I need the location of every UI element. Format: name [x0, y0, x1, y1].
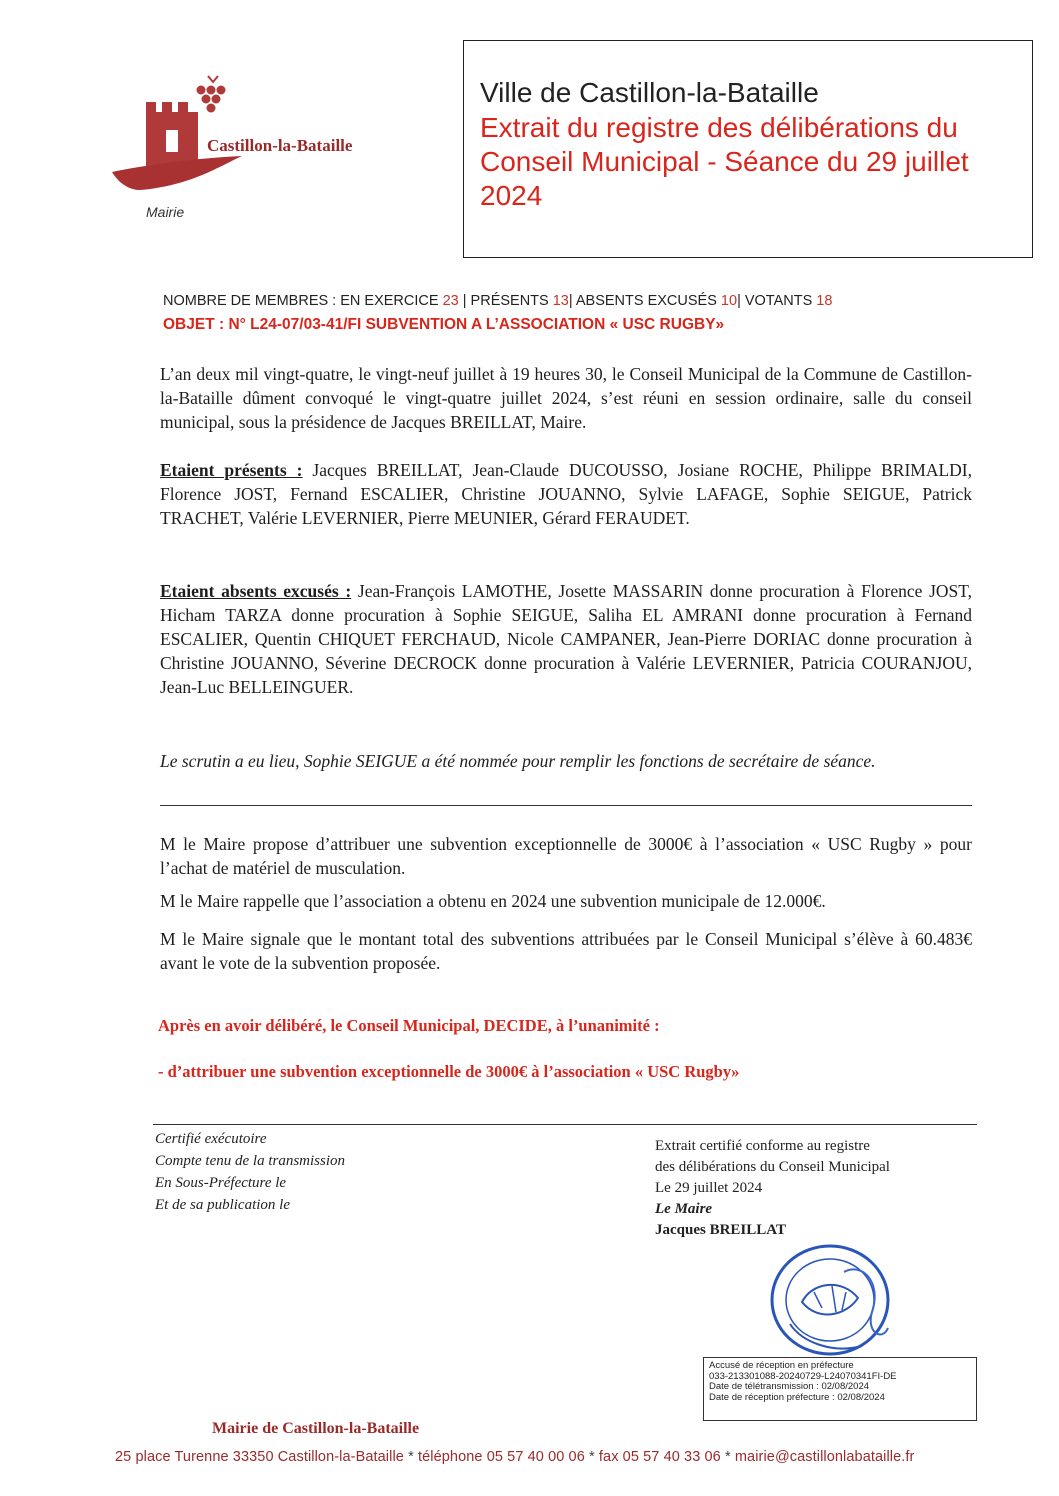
- extrait-role: Le Maire: [655, 1201, 713, 1217]
- presents-paragraph: [160, 458, 972, 530]
- decision-header: Après en avoir délibéré, le Conseil Municipal, DECIDE, à l’unanimité :: [158, 1016, 660, 1035]
- proposition-paragraph: M le Maire signale que le montant total des subventions attribuées par le Conseil Municipal s’élève à 60.483€ avant le vote de la subvention proposée.: [160, 929, 972, 973]
- footer-phone: téléphone 05 57 40 00 06: [417, 1449, 585, 1465]
- absents-list: Jean-François LAMOTHE, Josette MASSARIN donne procuration à Florence JOST, Hicham TARZA donne procuration à Sophie SEIGUE, Saliha EL AMRANI donne procuration à Fernand ESCALIER, Quentin CHIQUET FERCHAUD, Nicole CAMPANER, Jean-Pierre DORIAC donne procuration à Christine JOUANNO, Séverine DECROCK donne procuration à Valérie LEVERNIER, Patricia COURANJOU, Jean-Luc BELLEINGUER.: [160, 581, 973, 697]
- extrait-block: [655, 1136, 890, 1241]
- extrait-line: des délibérations du Conseil Municipal: [655, 1159, 890, 1175]
- prefecture-receipt: [703, 1357, 977, 1421]
- certification-line: En Sous-Préfecture le: [155, 1175, 287, 1191]
- intro-paragraph: L’an deux mil vingt-quatre, le vingt-neuf juillet à 19 heures 30, le Conseil Municipal de la Commune de Castillon-la-Bataille dûment convoqué le vingt-quatre juillet 2024, s’est réuni en session ordinaire, salle du conseil municipal, sous la présidence de Jacques BREILLAT, Maire.: [160, 364, 972, 432]
- certification-line: Compte tenu de la transmission: [155, 1153, 345, 1169]
- logo-subtitle: Mairie: [146, 204, 185, 220]
- logo-name: Castillon-la-Bataille: [207, 136, 353, 155]
- title-box: [463, 40, 1033, 258]
- decision-item: - d’attribuer une subvention exceptionnelle de 3000€ à l’association « USC Rugby»: [158, 1062, 740, 1081]
- members-prefix: NOMBRE DE MEMBRES : EN EXERCICE: [163, 293, 439, 309]
- footer-fax: fax 05 57 40 33 06: [598, 1449, 721, 1465]
- extrait-line: Extrait certifié conforme au registre: [655, 1138, 870, 1154]
- footer-address: [115, 1449, 914, 1465]
- divider: [160, 805, 972, 806]
- title-register: [480, 111, 1032, 213]
- members-absents-label: | ABSENTS EXCUSÉS: [568, 293, 717, 309]
- members-votants-label: | VOTANTS: [737, 293, 813, 309]
- footer-email[interactable]: mairie@castillonlabataille.fr: [734, 1449, 915, 1465]
- extrait-signatory: Jacques BREILLAT: [655, 1222, 787, 1238]
- members-votants: 18: [816, 293, 833, 309]
- scrutin-paragraph: Le scrutin a eu lieu, Sophie SEIGUE a été nommée pour remplir les fonctions de secrétaire de séance.: [160, 751, 876, 771]
- title-register-line: 2024: [480, 180, 543, 211]
- presents-label: Etaient présents :: [160, 460, 303, 480]
- mairie-seal-stamp: [762, 1242, 902, 1367]
- receipt-line: Accusé de réception en préfecture: [709, 1360, 854, 1371]
- presents-list: Jacques BREILLAT, Jean-Claude DUCOUSSO, Josiane ROCHE, Philippe BRIMALDI, Florence JOST, Fernand ESCALIER, Christine JOUANNO, Sylvie LAFAGE, Sophie SEIGUE, Patrick TRACHET, Valérie LEVERNIER, Pierre MEUNIER, Gérard FERAUDET.: [160, 460, 973, 528]
- absents-label: Etaient absents excusés :: [160, 581, 352, 601]
- extrait-date: Le 29 juillet 2024: [655, 1180, 763, 1196]
- certification-line: Certifié exécutoire: [155, 1131, 267, 1147]
- footer-separator: *: [408, 1449, 414, 1465]
- title-town: Ville de Castillon-la-Bataille: [480, 77, 819, 108]
- members-en-exercice: 23: [442, 293, 459, 309]
- proposition-paragraph: M le Maire rappelle que l’association a obtenu en 2024 une subvention municipale de 12.000€.: [160, 891, 826, 911]
- footer-separator: *: [589, 1449, 595, 1465]
- receipt-line: Date de réception préfecture : 02/08/2024: [709, 1391, 885, 1403]
- receipt-line: 033-213301088-20240729-L24070341FI-DE: [709, 1370, 897, 1382]
- title-register-line: Conseil Municipal - Séance du 29 juillet: [480, 146, 969, 177]
- certification-block: [155, 1128, 345, 1216]
- title-register-line: Extrait du registre des délibérations du: [480, 112, 958, 143]
- proposition-paragraph: M le Maire propose d’attribuer une subvention exceptionnelle de 3000€ à l’association « USC Rugby » pour l’achat de matériel de musculation.: [160, 834, 972, 878]
- divider: [153, 1124, 977, 1125]
- members-absents: 10: [720, 293, 738, 309]
- members-presents: 13: [552, 293, 569, 309]
- receipt-line: Date de télétransmission : 02/08/2024: [709, 1381, 870, 1392]
- certification-line: Et de sa publication le: [155, 1197, 290, 1213]
- objet-line: OBJET : N° L24-07/03-41/FI SUBVENTION A L’ASSOCIATION « USC RUGBY»: [163, 316, 725, 333]
- absents-paragraph: [160, 579, 972, 699]
- members-count: [163, 293, 832, 309]
- members-presents-label: | PRÉSENTS: [462, 293, 549, 309]
- footer-name: Mairie de Castillon-la-Bataille: [212, 1420, 420, 1437]
- footer-separator: *: [724, 1449, 731, 1465]
- footer-street: 25 place Turenne 33350 Castillon-la-Bataille: [115, 1449, 404, 1465]
